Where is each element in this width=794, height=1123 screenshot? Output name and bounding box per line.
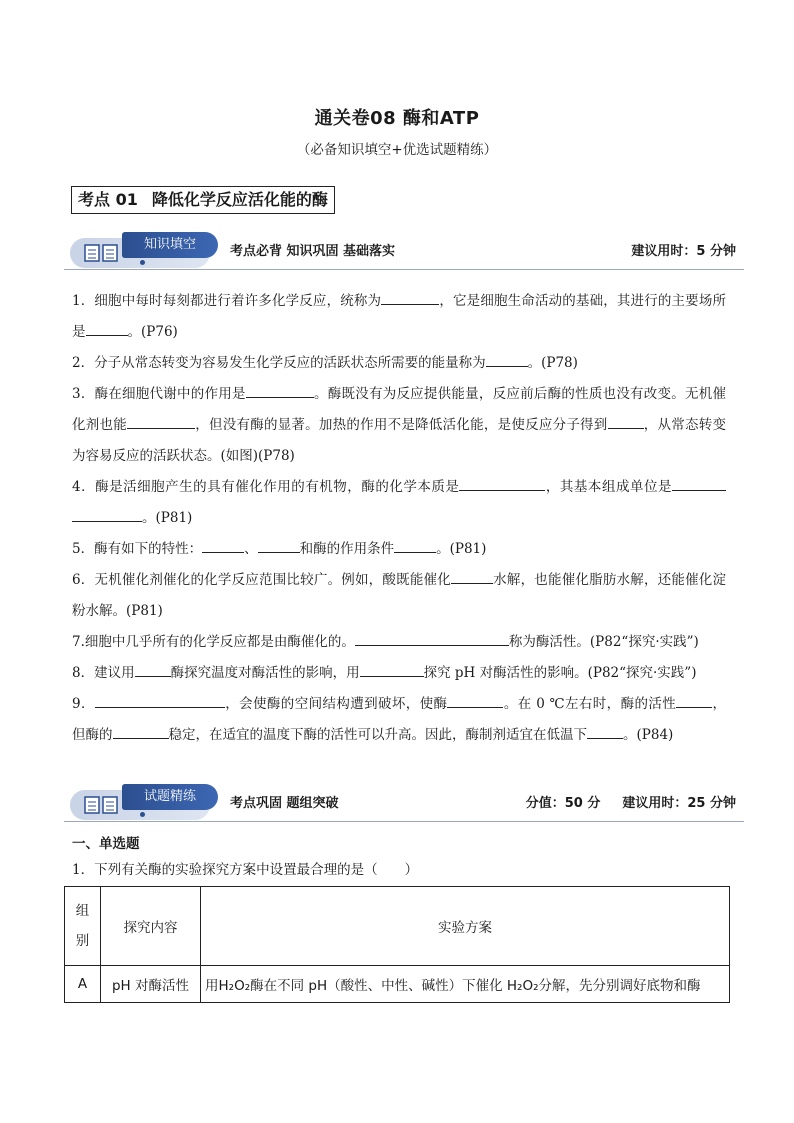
answer-blank[interactable] <box>355 631 509 646</box>
answer-blank[interactable] <box>360 662 424 677</box>
suggested-time: 建议用时：5 分钟 <box>631 244 736 259</box>
suggested-time: 建议用时：25 分钟 <box>622 796 736 811</box>
kaodian-heading <box>71 186 335 214</box>
section-bar-knowledge <box>64 232 744 272</box>
header-content: 探究内容 <box>101 887 201 966</box>
answer-blank[interactable] <box>486 352 528 367</box>
table-row <box>65 966 730 1003</box>
question-type-heading: 一、单选题 <box>72 836 140 852</box>
row-plan: 用H₂O₂酶在不同 pH（酸性、中性、碱性）下催化 H₂O₂分解，先分别调好底物和酶 <box>201 966 730 1003</box>
book-icon <box>84 796 120 814</box>
row-group: A <box>65 966 101 1003</box>
answer-blank[interactable] <box>127 414 195 429</box>
fill-in-item-4: 4．酶是活细胞产生的具有催化作用的有机物，酶的化学本质是 ，其基本组成单位是 。(P81) <box>72 472 726 534</box>
answer-blank[interactable] <box>135 662 171 677</box>
answer-blank[interactable] <box>459 476 545 491</box>
score-and-time <box>526 792 736 811</box>
answer-blank[interactable] <box>113 724 169 739</box>
question-1: 1．下列有关酶的实验探究方案中设置最合理的是（ ） <box>72 862 419 878</box>
answer-blank[interactable] <box>86 321 128 336</box>
section-bar-practice <box>64 784 744 824</box>
kaodian-name: 降低化学反应活化能的酶 <box>151 190 328 209</box>
page-title: 通关卷08 酶和ATP <box>314 108 480 129</box>
answer-blank[interactable] <box>447 693 503 708</box>
row-content: pH 对酶活性 <box>101 966 201 1003</box>
section-tag: 知识填空 <box>122 232 218 258</box>
answer-blank[interactable] <box>672 476 726 491</box>
fill-in-item-5: 5．酶有如下的特性： 、 和酶的作用条件 。(P81) <box>72 534 726 565</box>
answer-blank[interactable] <box>676 693 712 708</box>
header-plan: 实验方案 <box>201 887 730 966</box>
table-header-row <box>65 887 730 966</box>
answer-blank[interactable] <box>451 569 493 584</box>
answer-blank[interactable] <box>258 538 300 553</box>
answer-blank[interactable] <box>72 507 142 522</box>
answer-blank[interactable] <box>95 693 225 708</box>
question-table <box>64 886 730 1003</box>
fill-in-item-9: 9． ，会使酶的空间结构遭到破坏，使酶 。在 0 ℃左右时，酶的活性 ，但酶的 稳定，在适宜的温度下酶的活性可以升高。因此，酶制剂适宜在低温下 。(P84) <box>72 689 726 751</box>
answer-blank[interactable] <box>381 290 439 305</box>
book-icon <box>84 244 120 262</box>
fill-in-item-1: 1．细胞中每时每刻都进行着许多化学反应，统称为 ，它是细胞生命活动的基础，其进行的主要场所是 。(P76) <box>72 286 726 348</box>
section-motto: 考点必背 知识巩固 基础落实 <box>230 244 396 259</box>
fill-in-items <box>72 286 726 751</box>
kaodian-number: 考点 01 <box>78 190 138 209</box>
fill-in-item-6: 6．无机催化剂催化的化学反应范围比较广。例如，酸既能催化 水解，也能催化脂肪水解，还能催化淀粉水解。(P81) <box>72 565 726 627</box>
answer-blank[interactable] <box>246 383 314 398</box>
answer-blank[interactable] <box>587 724 623 739</box>
page-subtitle: （必备知识填空+优选试题精练） <box>296 142 498 158</box>
section-motto: 考点巩固 题组突破 <box>230 796 339 811</box>
fill-in-item-3: 3．酶在细胞代谢中的作用是 。酶既没有为反应提供能量，反应前后酶的性质也没有改变。无机催化剂也能 ，但没有酶的显著。加热的作用不是降低活化能，是使反应分子得到 ，从常态转变为容易反应的活跃状态。(如图)(P78) <box>72 379 726 472</box>
fill-in-item-7: 7.细胞中几乎所有的化学反应都是由酶催化的。 称为酶活性。(P82“探究·实践”) <box>72 627 726 658</box>
fill-in-item-8: 8．建议用 酶探究温度对酶活性的影响，用 探究 pH 对酶活性的影响。(P82“探究·实践”) <box>72 658 726 689</box>
answer-blank[interactable] <box>202 538 244 553</box>
answer-blank[interactable] <box>608 414 644 429</box>
section-tag: 试题精练 <box>122 784 218 810</box>
score: 分值：50 分 <box>525 796 601 811</box>
answer-blank[interactable] <box>394 538 436 553</box>
fill-in-item-2: 2．分子从常态转变为容易发生化学反应的活跃状态所需要的能量称为 。(P78) <box>72 348 726 379</box>
header-group: 组 别 <box>65 887 101 966</box>
